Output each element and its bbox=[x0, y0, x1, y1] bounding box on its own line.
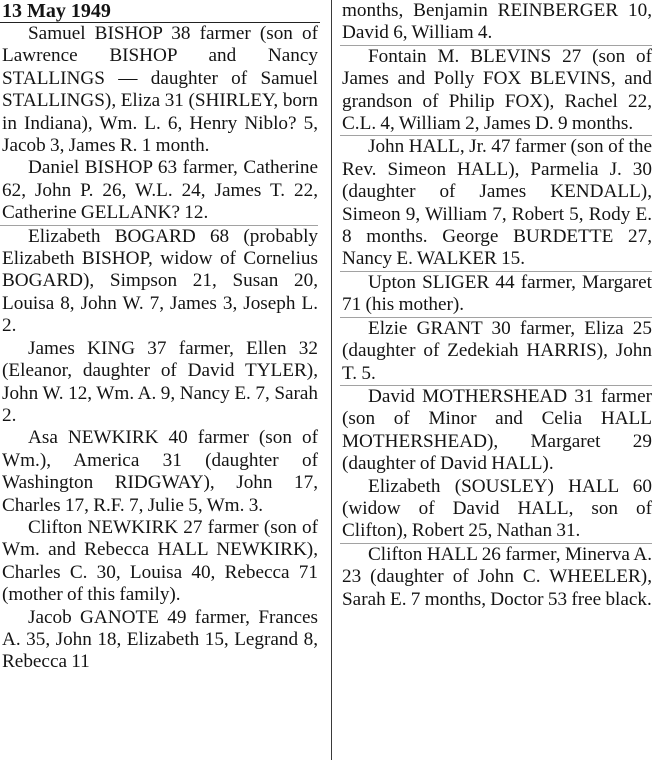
entry-divider bbox=[340, 317, 652, 318]
right-column bbox=[340, 0, 656, 760]
entry-divider bbox=[340, 385, 652, 386]
census-entry: Elizabeth (SOUSLEY) HALL 60 (widow of David HALL, son of Clifton), Robert 25, Nathan 31. bbox=[342, 475, 652, 542]
census-entry: Elzie GRANT 30 farmer, Eliza 25 (daughter of Zedekiah HARRIS), John T. 5. bbox=[342, 317, 652, 384]
entry-divider bbox=[340, 135, 652, 136]
entry-divider bbox=[340, 543, 652, 544]
census-entry: Clifton HALL 26 farmer, Minerva A. 23 (daughter of John C. WHEELER), Sarah E. 7 months, Doctor 53 free black. bbox=[342, 543, 652, 610]
census-entry: Jacob GANOTE 49 farmer, Frances A. 35, John 18, Elizabeth 15, Legrand 8, Rebecca 11 bbox=[2, 606, 318, 673]
census-entry: Fontain M. BLEVINS 27 (son of James and Polly FOX BLEVINS, and grandson of Philip FOX), Rachel 22, C.L. 4, William 2, James D. 9 months. bbox=[342, 45, 652, 135]
entry-divider bbox=[0, 225, 318, 226]
left-column bbox=[0, 0, 322, 760]
census-entry: James KING 37 farmer, Ellen 32 (Eleanor, daughter of David TYLER), John W. 12, Wm. A. 9, Nancy E. 7, Sarah 2. bbox=[2, 337, 318, 426]
census-entry: John HALL, Jr. 47 farmer (son of the Rev. Simeon HALL), Parmelia J. 30 (daughter of James KENDALL), Simeon 9, William 7, Robert 5, Rody E. 8 months. George BURDETTE 27, Nancy E. WALKER 15. bbox=[342, 136, 652, 270]
census-entry-continued: months, Benjamin REINBERGER 10, David 6, William 4. bbox=[342, 0, 652, 44]
census-entry: Elizabeth BOGARD 68 (probably Elizabeth BISHOP, widow of Cornelius BOGARD), Simpson 21, Susan 20, Louisa 8, John W. 7, James 3, Joseph L. 2. bbox=[2, 225, 318, 337]
census-entry: Clifton NEWKIRK 27 farmer (son of Wm. and Rebecca HALL NEWKIRK), Charles C. 30, Louisa 40, Rebecca 71 (mother of this family). bbox=[2, 516, 318, 606]
census-entry: David MOTHERSHEAD 31 farmer (son of Minor and Celia HALL MOTHERSHEAD), Margaret 29 (daughter of David HALL). bbox=[342, 385, 652, 475]
census-entry: Asa NEWKIRK 40 farmer (son of Wm.), America 31 (daughter of Washington RIDGWAY), John 17, Charles 17, R.F. 7, Julie 5, Wm. 3. bbox=[2, 427, 318, 516]
entry-divider bbox=[340, 271, 652, 272]
publication-date: 13 May 1949 bbox=[2, 0, 111, 22]
census-entry: Samuel BISHOP 38 farmer (son of Lawrence BISHOP and Nancy STALLINGS — daughter of Samuel STALLINGS), Eliza 31 (SHIRLEY, born in Indiana), Wm. L. 6, Henry Niblo? 5, Jacob 3, James R. 1 month. bbox=[2, 23, 318, 157]
entry-divider bbox=[340, 45, 652, 46]
column-divider bbox=[331, 0, 332, 760]
census-entry: Daniel BISHOP 63 farmer, Catherine 62, John P. 26, W.L. 24, James T. 22, Catherine GELLANK? 12. bbox=[2, 157, 318, 224]
census-entry: Upton SLIGER 44 farmer, Margaret 71 (his mother). bbox=[342, 271, 652, 316]
